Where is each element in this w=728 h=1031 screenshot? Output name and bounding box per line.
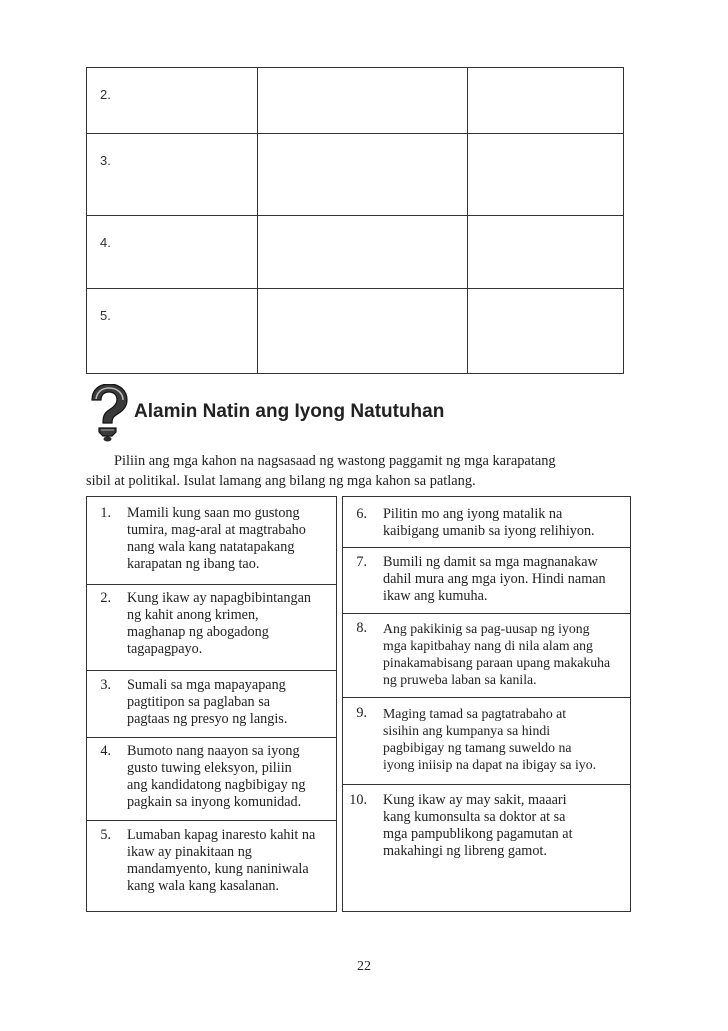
- choice-line: ikaw ay pinakitaan ng: [127, 844, 252, 860]
- choice-line: nang wala kang natatapakang: [127, 539, 295, 555]
- choice-line: sisihin ang kumpanya sa hindi: [383, 723, 551, 738]
- choice-line: Lumaban kapag inaresto kahit na: [127, 827, 316, 843]
- choice-line: Ang pakikinig sa pag-uusap ng iyong: [383, 621, 590, 636]
- choice-line: mga kapitbahay nang di nila alam ang: [383, 638, 593, 653]
- divider: [87, 737, 336, 738]
- table-cell[interactable]: [468, 134, 624, 216]
- choice-line: ng kahit anong krimen,: [127, 607, 259, 623]
- divider: [87, 670, 336, 671]
- table-row: [87, 134, 624, 216]
- choice-number: 7.: [356, 554, 367, 570]
- choice-line: makahingi ng libreng gamot.: [383, 843, 547, 859]
- table-cell[interactable]: [468, 216, 624, 289]
- choice-line: iyong iniisip na dapat na ibigay sa iyo.: [383, 757, 597, 772]
- choice-line: karapatan ng ibang tao.: [127, 556, 260, 572]
- table-cell[interactable]: [258, 68, 468, 134]
- choice-line: Kung ikaw ay napagbibintangan: [127, 590, 311, 606]
- divider: [343, 697, 630, 698]
- table-row: [87, 289, 624, 374]
- choices-box-right: [342, 496, 631, 912]
- choice-number: 3.: [100, 677, 111, 693]
- choice-line: dahil mura ang mga iyon. Hindi naman: [383, 571, 606, 587]
- row-number: 4.: [87, 216, 258, 289]
- divider: [87, 820, 336, 821]
- choice-line: maghanap ng abogadong: [127, 624, 269, 640]
- choice-line: gusto tuwing eleksyon, piliin: [127, 760, 292, 776]
- row-number: 2.: [87, 68, 258, 134]
- choice-line: kang wala kang kasalanan.: [127, 878, 280, 894]
- choice-line: pagtitipon sa paglaban sa: [127, 694, 271, 710]
- instructions-line: Piliin ang mga kahon na nagsasaad ng wastong paggamit ng mga karapatang: [114, 453, 556, 469]
- table-row: [87, 68, 624, 134]
- table-cell[interactable]: [468, 68, 624, 134]
- choice-line: pagkain sa inyong komunidad.: [127, 794, 302, 810]
- table-cell[interactable]: [258, 216, 468, 289]
- choice-line: ng pruweba laban sa kanila.: [383, 672, 537, 687]
- instructions-line: sibil at politikal. Isulat lamang ang bilang ng mga kahon sa patlang.: [86, 473, 476, 489]
- choice-line: mga pampublikong pagamutan at: [383, 826, 573, 842]
- choice-number: 1.: [100, 505, 111, 521]
- table-cell[interactable]: [258, 289, 468, 374]
- choice-line: kang kumonsulta sa doktor at sa: [383, 809, 566, 825]
- choice-line: Pilitin mo ang iyong matalik na: [383, 506, 563, 522]
- choice-number: 5.: [100, 827, 111, 843]
- choice-line: tagapagpayo.: [127, 641, 203, 657]
- choice-line: Sumali sa mga mapayapang: [127, 677, 286, 693]
- choice-line: kaibigang umanib sa iyong relihiyon.: [383, 523, 595, 539]
- instructions: [86, 451, 616, 491]
- row-number: 5.: [87, 289, 258, 374]
- section-title: Alamin Natin ang Iyong Natutuhan: [134, 401, 445, 422]
- choice-line: pinakamabisang paraan upang makakuha: [383, 655, 611, 670]
- table-row: [87, 216, 624, 289]
- choice-line: Maging tamad sa pagtatrabaho at: [383, 706, 567, 721]
- choice-number: 2.: [100, 590, 111, 606]
- choice-line: ang kandidatong nagbibigay ng: [127, 777, 306, 793]
- choice-line: tumira, mag-aral at magtrabaho: [127, 522, 306, 538]
- choice-line: pagtaas ng presyo ng langis.: [127, 711, 288, 727]
- choice-line: mandamyento, kung naniniwala: [127, 861, 309, 877]
- question-mark-icon: [86, 384, 130, 442]
- choice-line: Kung ikaw ay may sakit, maaari: [383, 792, 567, 808]
- table-cell[interactable]: [258, 134, 468, 216]
- choices-box-left: [86, 496, 337, 912]
- page-number: 22: [357, 959, 371, 974]
- divider: [343, 547, 630, 548]
- answer-table: [86, 67, 624, 374]
- choice-number: 9.: [356, 705, 367, 721]
- table-cell[interactable]: [468, 289, 624, 374]
- choice-line: Bumoto nang naayon sa iyong: [127, 743, 300, 759]
- divider: [343, 613, 630, 614]
- choice-line: pagbibigay ng tamang suweldo na: [383, 740, 572, 755]
- row-number: 3.: [87, 134, 258, 216]
- divider: [343, 784, 630, 785]
- choice-number: 8.: [356, 620, 367, 636]
- divider: [87, 584, 336, 585]
- choice-number: 6.: [356, 506, 367, 522]
- choice-number: 10.: [349, 792, 367, 808]
- choice-number: 4.: [100, 743, 111, 759]
- choice-line: ikaw ang kumuha.: [383, 588, 488, 604]
- choice-line: Mamili kung saan mo gustong: [127, 505, 300, 521]
- choice-line: Bumili ng damit sa mga magnanakaw: [383, 554, 598, 570]
